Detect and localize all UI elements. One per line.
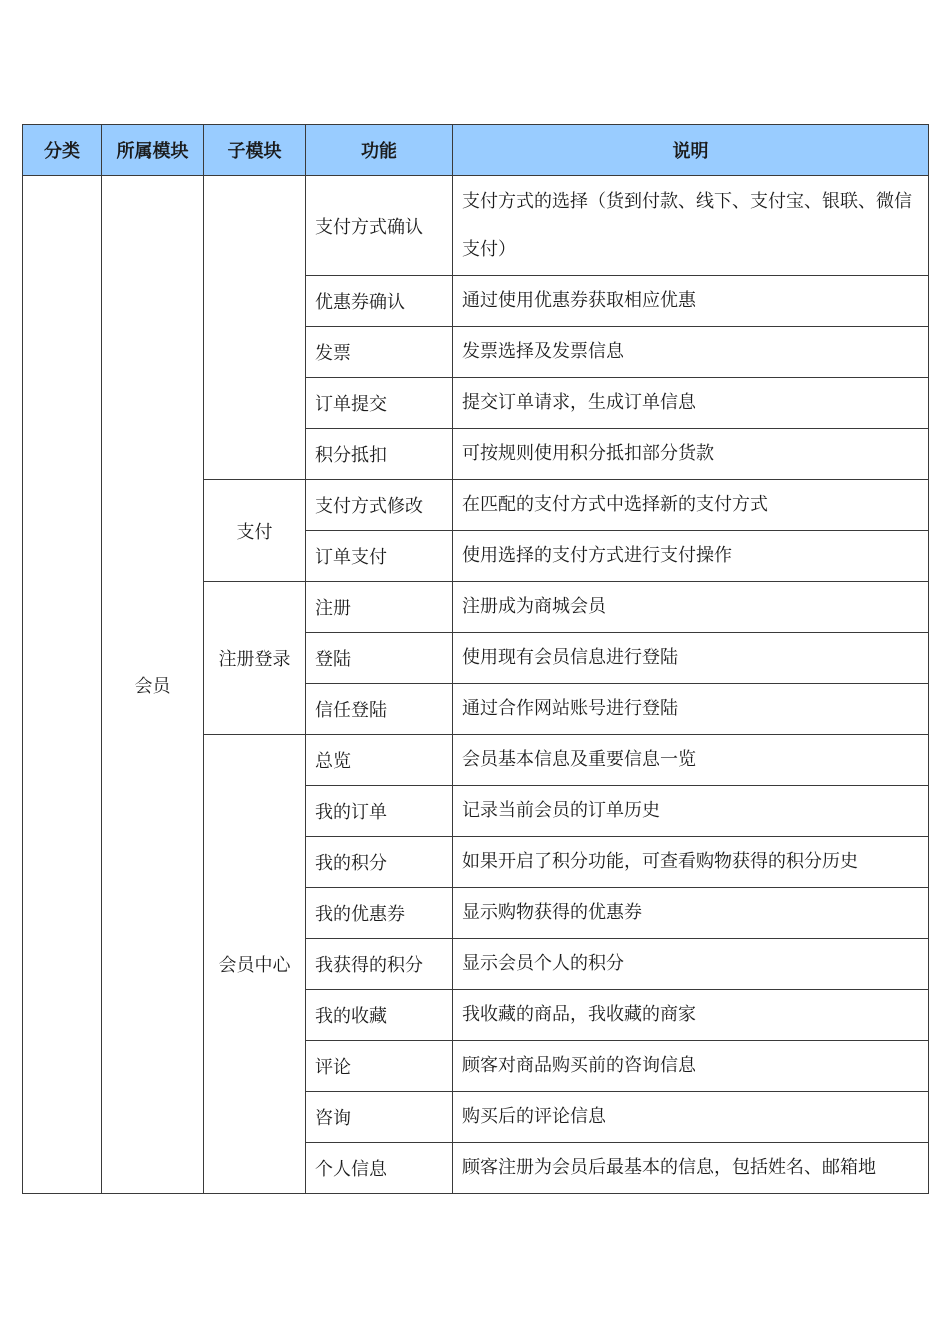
header-submodule: 子模块	[204, 125, 306, 176]
description-cell: 发票选择及发票信息	[453, 327, 929, 378]
description-cell: 显示购物获得的优惠券	[453, 888, 929, 939]
category-cell	[23, 176, 102, 1194]
function-cell: 我的优惠券	[306, 888, 453, 939]
description-cell: 通过合作网站账号进行登陆	[453, 684, 929, 735]
description-cell: 顾客对商品购买前的咨询信息	[453, 1041, 929, 1092]
description-cell: 记录当前会员的订单历史	[453, 786, 929, 837]
module-cell: 会员	[102, 176, 204, 1194]
function-cell: 支付方式修改	[306, 480, 453, 531]
function-cell: 信任登陆	[306, 684, 453, 735]
function-cell: 支付方式确认	[306, 176, 453, 276]
function-cell: 总览	[306, 735, 453, 786]
description-cell: 我收藏的商品，我收藏的商家	[453, 990, 929, 1041]
submodule-member-center: 会员中心	[204, 735, 306, 1194]
description-cell: 在匹配的支付方式中选择新的支付方式	[453, 480, 929, 531]
table-header-row	[23, 125, 929, 176]
submodule-register-login: 注册登录	[204, 582, 306, 735]
submodule-cell-empty	[204, 176, 306, 480]
function-cell: 登陆	[306, 633, 453, 684]
function-cell: 优惠券确认	[306, 276, 453, 327]
module-spec-table	[22, 124, 929, 1194]
function-cell: 发票	[306, 327, 453, 378]
function-cell: 注册	[306, 582, 453, 633]
description-cell: 购买后的评论信息	[453, 1092, 929, 1143]
function-cell: 咨询	[306, 1092, 453, 1143]
description-cell: 提交订单请求，生成订单信息	[453, 378, 929, 429]
description-cell: 如果开启了积分功能，可查看购物获得的积分历史	[453, 837, 929, 888]
table-row	[23, 176, 929, 276]
function-cell: 积分抵扣	[306, 429, 453, 480]
header-category: 分类	[23, 125, 102, 176]
description-cell: 支付方式的选择（货到付款、线下、支付宝、银联、微信支付）	[453, 176, 929, 276]
header-function: 功能	[306, 125, 453, 176]
function-cell: 我的积分	[306, 837, 453, 888]
description-cell: 通过使用优惠券获取相应优惠	[453, 276, 929, 327]
description-cell: 使用选择的支付方式进行支付操作	[453, 531, 929, 582]
description-cell: 显示会员个人的积分	[453, 939, 929, 990]
function-cell: 订单提交	[306, 378, 453, 429]
function-cell: 个人信息	[306, 1143, 453, 1194]
submodule-payment: 支付	[204, 480, 306, 582]
description-cell: 注册成为商城会员	[453, 582, 929, 633]
function-cell: 我的收藏	[306, 990, 453, 1041]
description-cell: 顾客注册为会员后最基本的信息，包括姓名、邮箱地	[453, 1143, 929, 1194]
description-cell: 会员基本信息及重要信息一览	[453, 735, 929, 786]
function-cell: 订单支付	[306, 531, 453, 582]
header-module: 所属模块	[102, 125, 204, 176]
function-cell: 我获得的积分	[306, 939, 453, 990]
header-description: 说明	[453, 125, 929, 176]
description-cell: 可按规则使用积分抵扣部分货款	[453, 429, 929, 480]
function-cell: 我的订单	[306, 786, 453, 837]
description-cell: 使用现有会员信息进行登陆	[453, 633, 929, 684]
function-cell: 评论	[306, 1041, 453, 1092]
